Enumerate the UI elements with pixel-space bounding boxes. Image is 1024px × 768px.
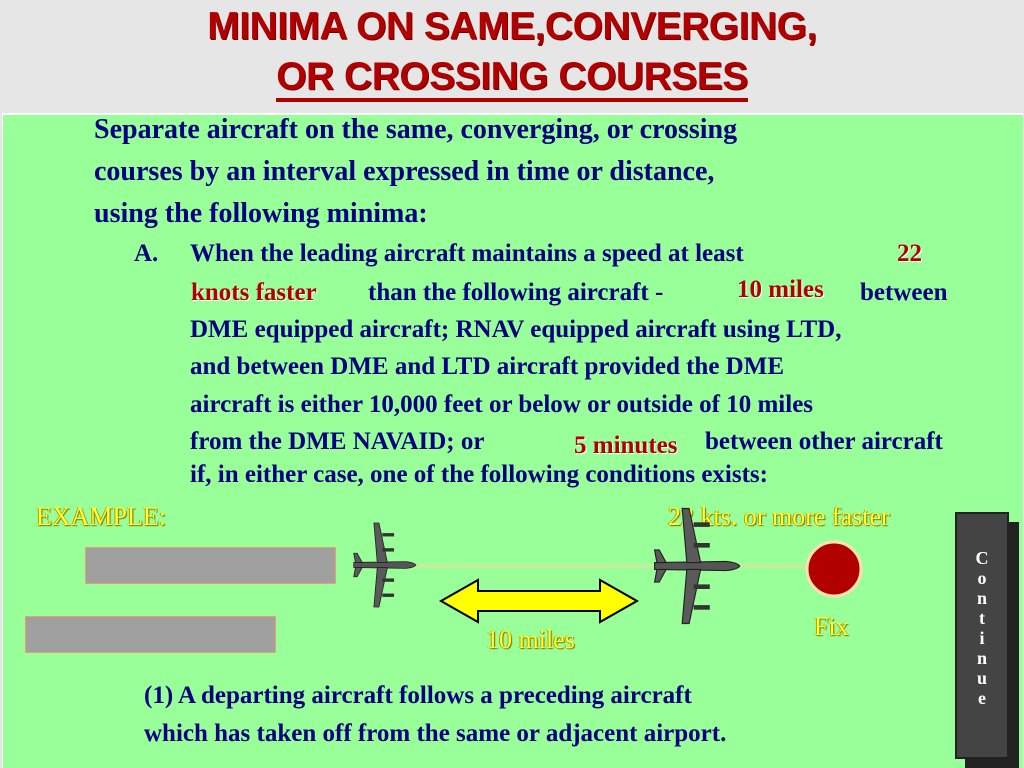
time-highlight: 5 minutes [574,432,678,459]
distance-label: 10 miles [486,625,575,654]
airplane-icon [655,509,740,624]
title-line-2: OR CROSSING COURSES [0,54,1024,100]
item-a-line-2-end: between [860,279,948,306]
item-a-line-3: DME equipped aircraft; RNAV equipped aircraft using LTD, [190,316,842,343]
speed-highlight-22: 22 [897,240,922,267]
item-a-marker: A. [134,240,159,267]
condition-1-line-1: (1) A departing aircraft follows a preceding aircraft [144,682,692,709]
item-a-line-6-end: between other aircraft [705,428,943,455]
item-a-line-7: if, in either case, one of the following conditions exists: [190,461,768,488]
item-a-line-2: than the following aircraft - [368,279,664,306]
speed-highlight-knots-faster: knots faster [191,279,317,306]
intro-line-1: Separate aircraft on the same, converging, or crossing [94,114,738,145]
continue-button[interactable] [955,512,1009,759]
distance-highlight: 10 miles [737,276,824,303]
example-label: EXAMPLE: [36,502,166,531]
title-line-1: MINIMA ON SAME,CONVERGING, [207,5,817,48]
item-a-line-6: from the DME NAVAID; or [190,428,485,455]
item-a-line-5: aircraft is either 10,000 feet or below or outside of 10 miles [190,391,814,418]
intro-line-3: using the following minima: [94,198,428,229]
item-a-line-1: When the leading aircraft maintains a speed at least [190,240,744,267]
condition-1-line-2: which has taken off from the same or adjacent airport. [144,720,727,747]
speed-label: 22 kts. or more faster [668,502,890,531]
intro-line-2: courses by an interval expressed in time or distance, [94,156,715,187]
fix-icon [807,542,861,596]
continue-label: C o n t i n u e [975,548,989,708]
fix-label: Fix [814,612,849,641]
item-a-line-4: and between DME and LTD aircraft provided the DME [190,353,785,380]
double-arrow-icon [441,580,637,622]
airplane-icon [354,523,416,607]
